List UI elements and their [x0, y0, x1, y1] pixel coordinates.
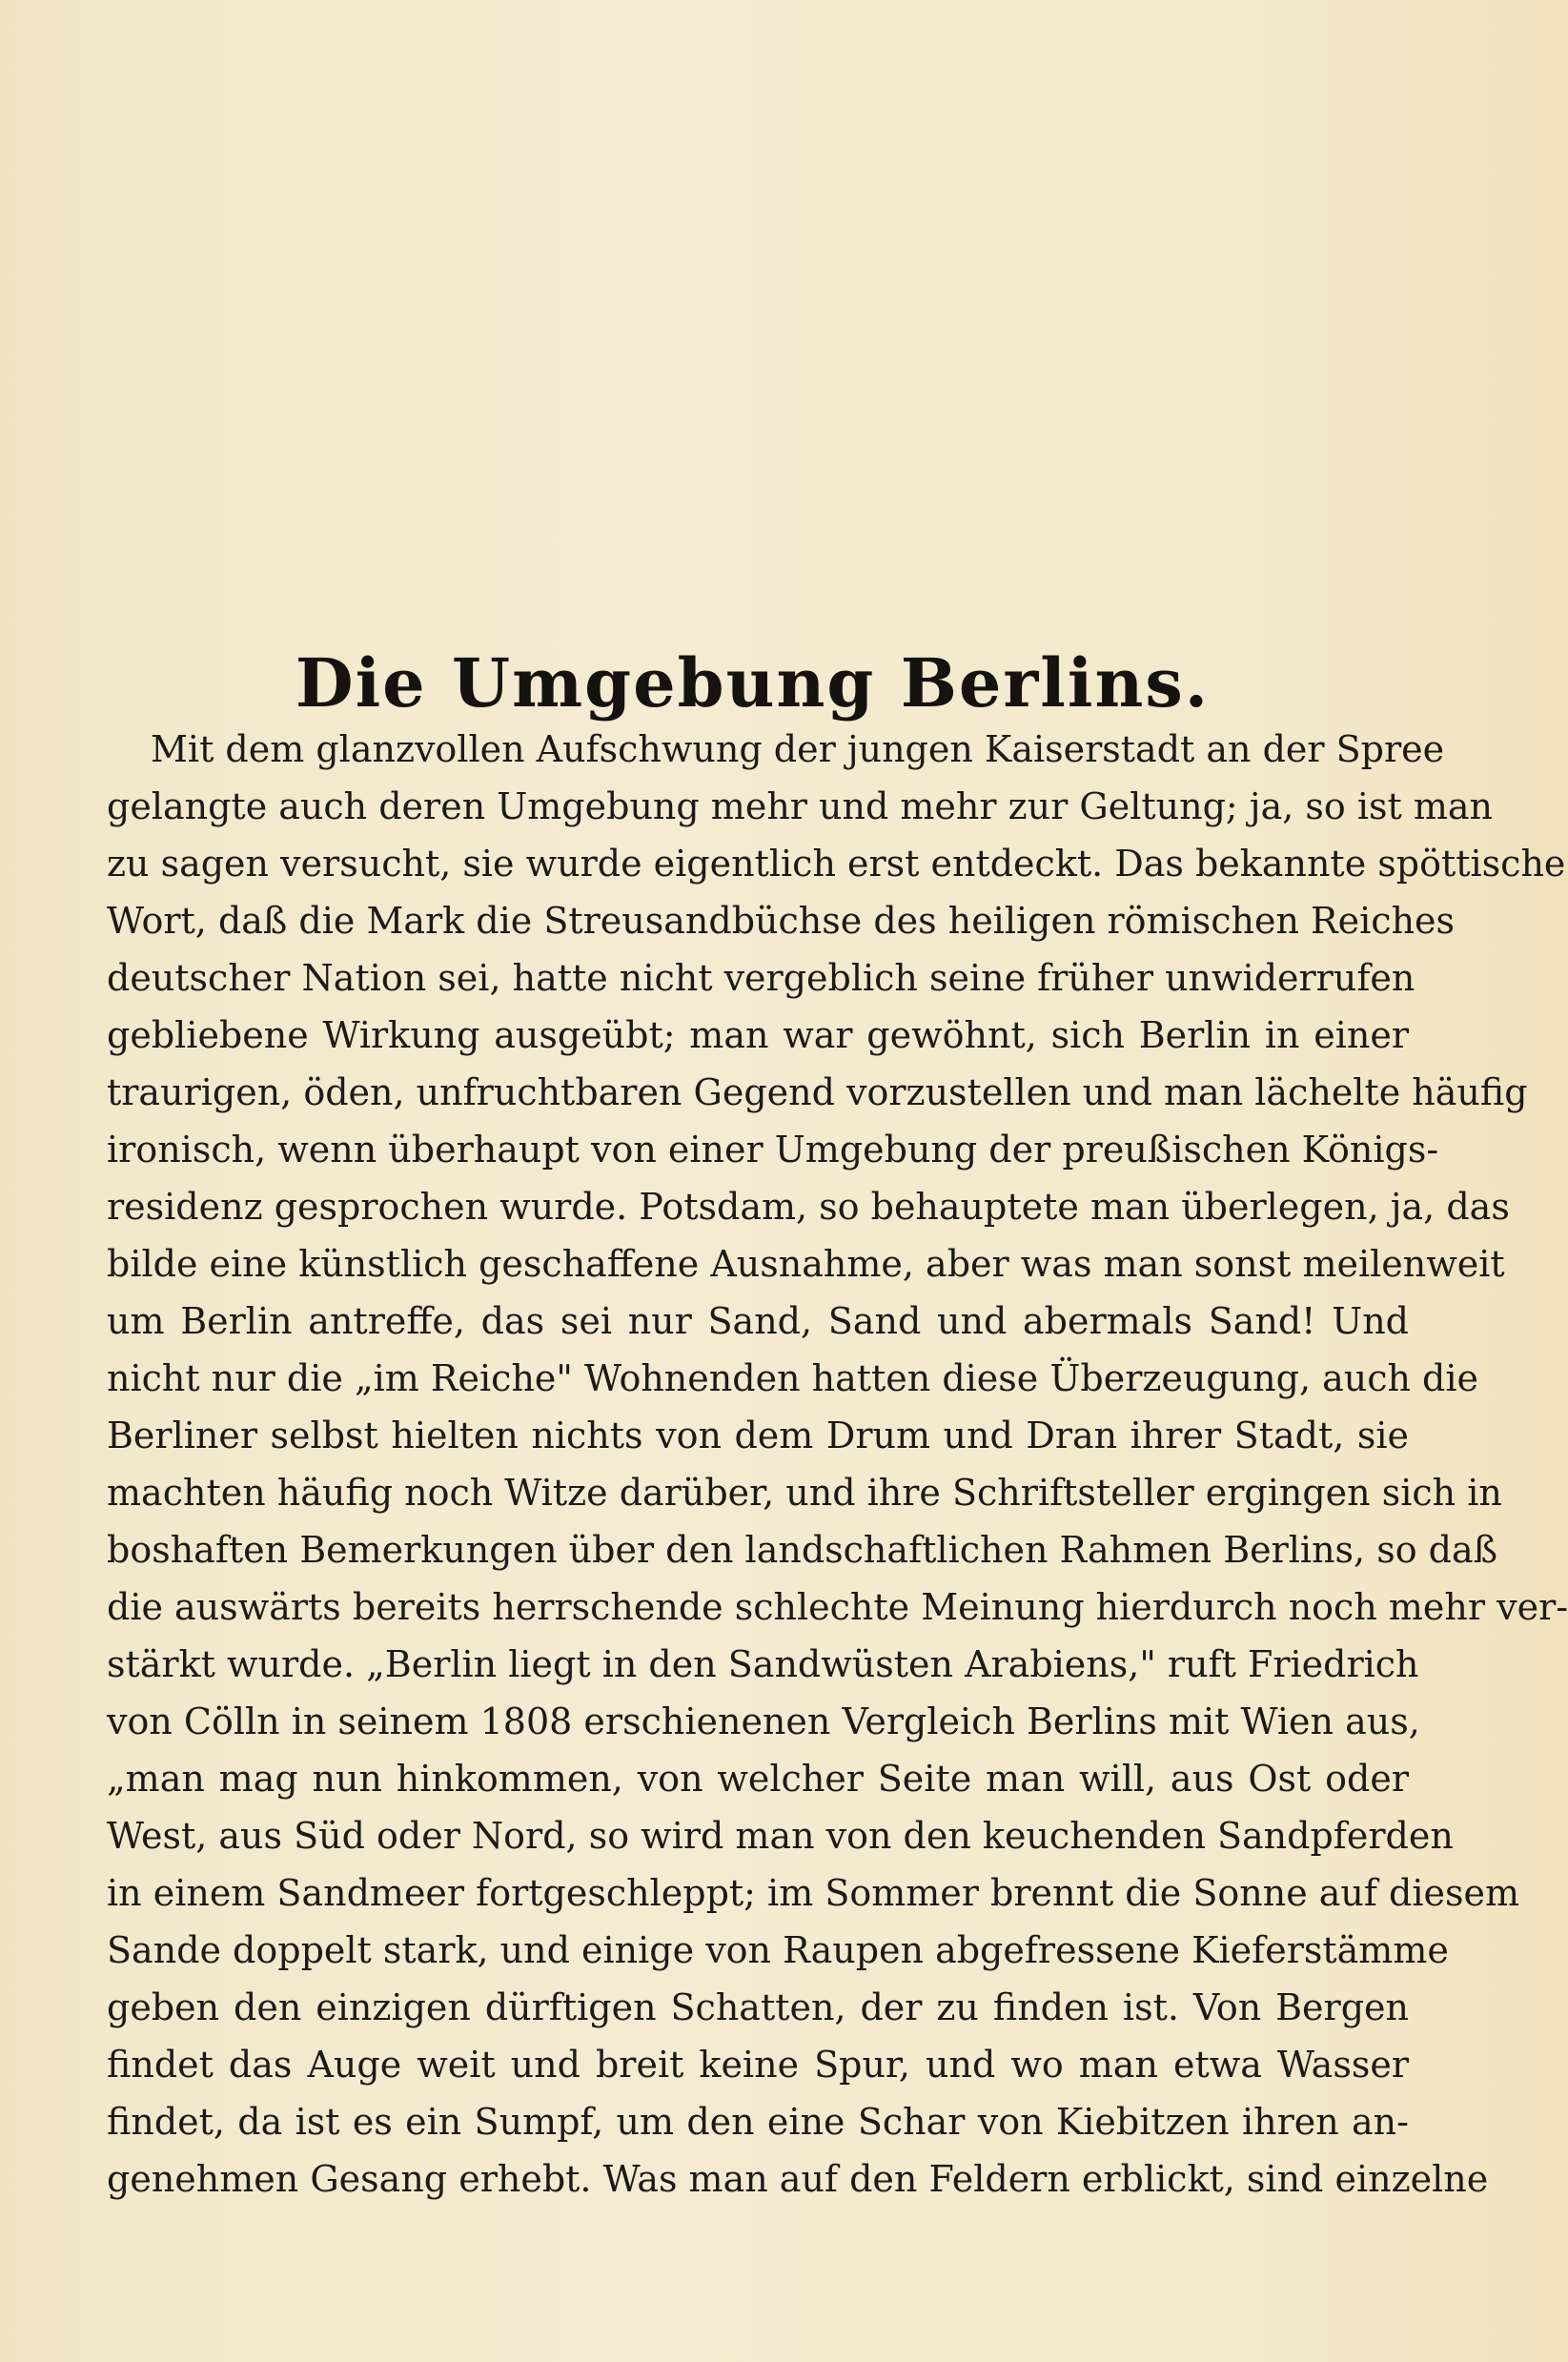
text-line: Wort, daß die Mark die Streusandbüchse des heiligen römischen Reiches [107, 900, 1456, 942]
text-line: deutscher Nation sei, hatte nicht vergeblich seine früher unwiderrufen [107, 957, 1415, 999]
text-line: bilde eine künstlich geschaffene Ausnahme, aber was man sonst meilenweit [107, 1243, 1505, 1285]
text-line: von Cölln in seinem 1808 erschienenen Vergleich Berlins mit Wien aus, [107, 1700, 1420, 1742]
text-line: findet, da ist es ein Sumpf, um den eine Schar von Kiebitzen ihren an- [107, 2101, 1409, 2143]
text-line: residenz gesprochen wurde. Potsdam, so behauptete man überlegen, ja, das [107, 1186, 1510, 1228]
text-line: „man mag nun hinkommen, von welcher Seite man will, aus Ost oder [107, 1758, 1409, 1800]
text-line: geben den einzigen dürftigen Schatten, der zu finden ist. Von Bergen [107, 1986, 1409, 2028]
text-line: boshaften Bemerkungen über den landschaftlichen Rahmen Berlins, so daß [107, 1529, 1498, 1571]
text-line: die auswärts bereits herrschende schlechte Meinung hierdurch noch mehr ver- [107, 1586, 1568, 1628]
text-line: traurigen, öden, unfruchtbaren Gegend vorzustellen und man lächelte häufig [107, 1071, 1528, 1113]
text-line: Mit dem glanzvollen Aufschwung der jungen Kaiserstadt an der Spree [151, 728, 1445, 770]
text-line: Sande doppelt stark, und einige von Raupen abgefressene Kieferstämme [107, 1929, 1449, 1971]
text-line: machten häufig noch Witze darüber, und ihre Schriftsteller ergingen sich in [107, 1472, 1502, 1514]
chapter-title: Die Umgebung Berlins. [295, 642, 1211, 723]
text-line: gelangte auch deren Umgebung mehr und mehr zur Geltung; ja, so ist man [107, 785, 1494, 827]
body-text [107, 721, 1568, 2208]
text-line: nicht nur die „im Reiche" Wohnenden hatten diese Überzeugung, auch die [107, 1357, 1479, 1399]
text-line: um Berlin antreffe, das sei nur Sand, Sand und abermals Sand! Und [107, 1300, 1409, 1342]
text-line: findet das Auge weit und breit keine Spur, und wo man etwa Wasser [107, 2044, 1409, 2086]
text-line: genehmen Gesang erhebt. Was man auf den Feldern erblickt, sind einzelne [107, 2158, 1489, 2200]
text-line: stärkt wurde. „Berlin liegt in den Sandwüsten Arabiens," ruft Friedrich [107, 1643, 1419, 1685]
text-line: ironisch, wenn überhaupt von einer Umgebung der preußischen Königs- [107, 1129, 1439, 1171]
text-line: gebliebene Wirkung ausgeübt; man war gewöhnt, sich Berlin in einer [107, 1014, 1409, 1056]
text-line: West, aus Süd oder Nord, so wird man von den keuchenden Sandpferden [107, 1815, 1454, 1857]
text-line: zu sagen versucht, sie wurde eigentlich erst entdeckt. Das bekannte spöttische [107, 843, 1566, 885]
text-line: Berliner selbst hielten nichts von dem Drum und Dran ihrer Stadt, sie [107, 1415, 1409, 1456]
text-line: in einem Sandmeer fortgeschleppt; im Sommer brennt die Sonne auf diesem [107, 1872, 1520, 1914]
